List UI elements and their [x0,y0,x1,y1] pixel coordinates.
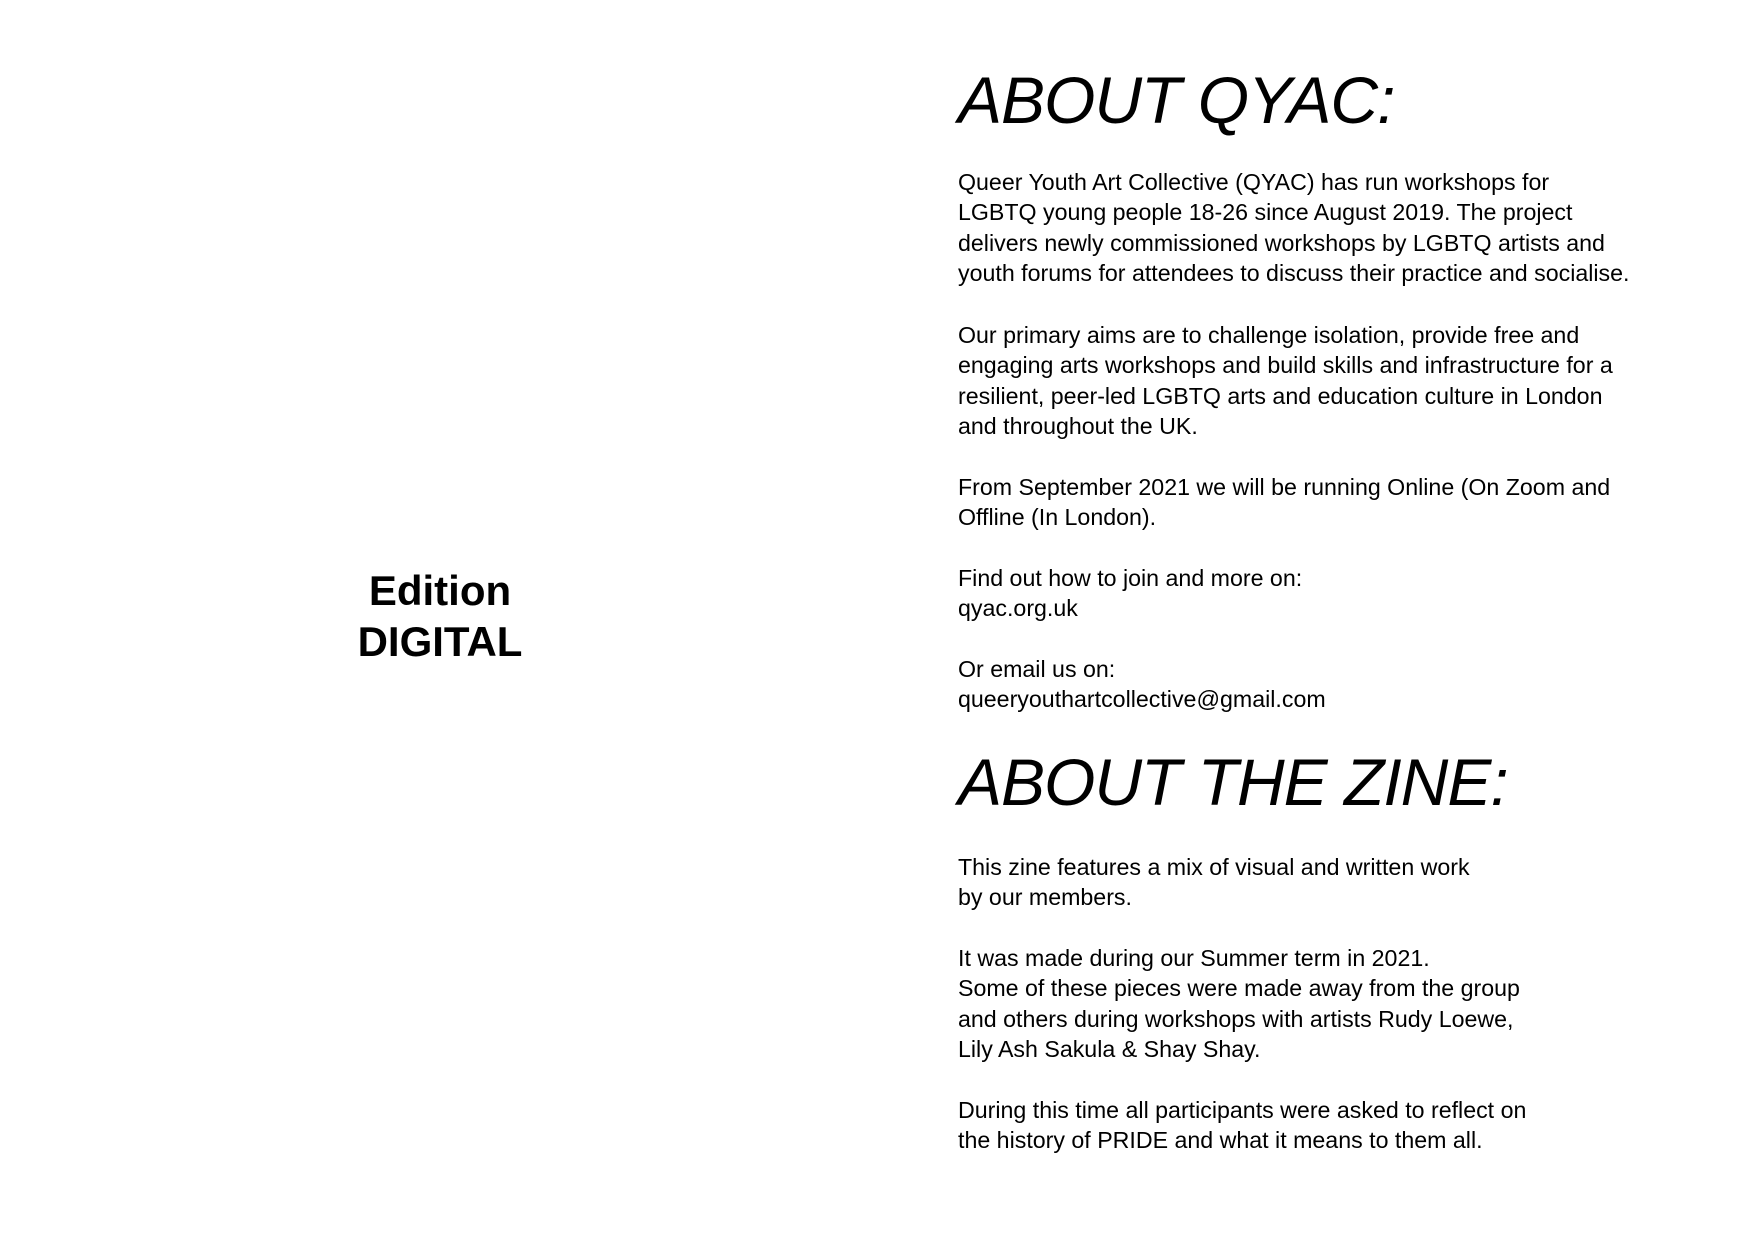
about-qyac-heading: ABOUT QYAC: [958,63,1395,137]
text-line: by our members. [958,884,1132,911]
text-line: Queer Youth Art Collective (QYAC) has run workshops for [958,169,1550,195]
text-line: Our primary aims are to challenge isolation, provide free and [958,322,1580,348]
text-line: Some of these pieces were made away from the group [958,975,1520,1002]
zine-features-paragraph [958,852,1470,913]
text-line: engaging arts workshops and build skills and infrastructure for a [958,352,1613,379]
text-line: delivers newly commissioned workshops by LGBTQ artists and [958,229,1605,256]
text-line: the history of PRIDE and what it means to them all. [958,1127,1483,1154]
qyac-intro-paragraph [958,167,1630,288]
qyac-join-paragraph [958,563,1302,624]
text-line: Lily Ash Sakula & Shay Shay. [958,1035,1261,1062]
text-line: From September 2021 we will be running Online (On Zoom and [958,474,1611,500]
about-zine-heading: ABOUT THE ZINE: [958,745,1508,819]
email-label: Or email us on: [958,656,1116,682]
zine-reflection-paragraph [958,1095,1526,1156]
text-line: and throughout the UK. [958,412,1198,439]
text-line: Offline (In London). [958,504,1157,531]
qyac-schedule-paragraph [958,472,1610,533]
text-line: resilient, peer-led LGBTQ arts and education culture in London [958,382,1603,409]
text-line: This zine features a mix of visual and written work [958,854,1470,880]
text-line: During this time all participants were asked to reflect on [958,1097,1527,1123]
edition-label: Edition [368,567,512,614]
text-line: and others during workshops with artists Rudy Loewe, [958,1005,1514,1032]
edition-block [0,565,880,667]
website-link[interactable]: qyac.org.uk [958,595,1078,622]
text-line: youth forums for attendees to discuss their practice and socialise. [958,259,1630,286]
join-label: Find out how to join and more on: [958,565,1303,591]
right-page [958,0,1718,1240]
edition-value: DIGITAL [357,618,523,665]
text-line: LGBTQ young people 18-26 since August 2019. The project [958,199,1573,226]
text-line: It was made during our Summer term in 2021. [958,945,1430,971]
email-link[interactable]: queeryouthartcollective@gmail.com [958,686,1326,713]
zine-made-paragraph [958,943,1520,1064]
qyac-email-paragraph [958,654,1326,715]
qyac-aims-paragraph [958,320,1613,441]
